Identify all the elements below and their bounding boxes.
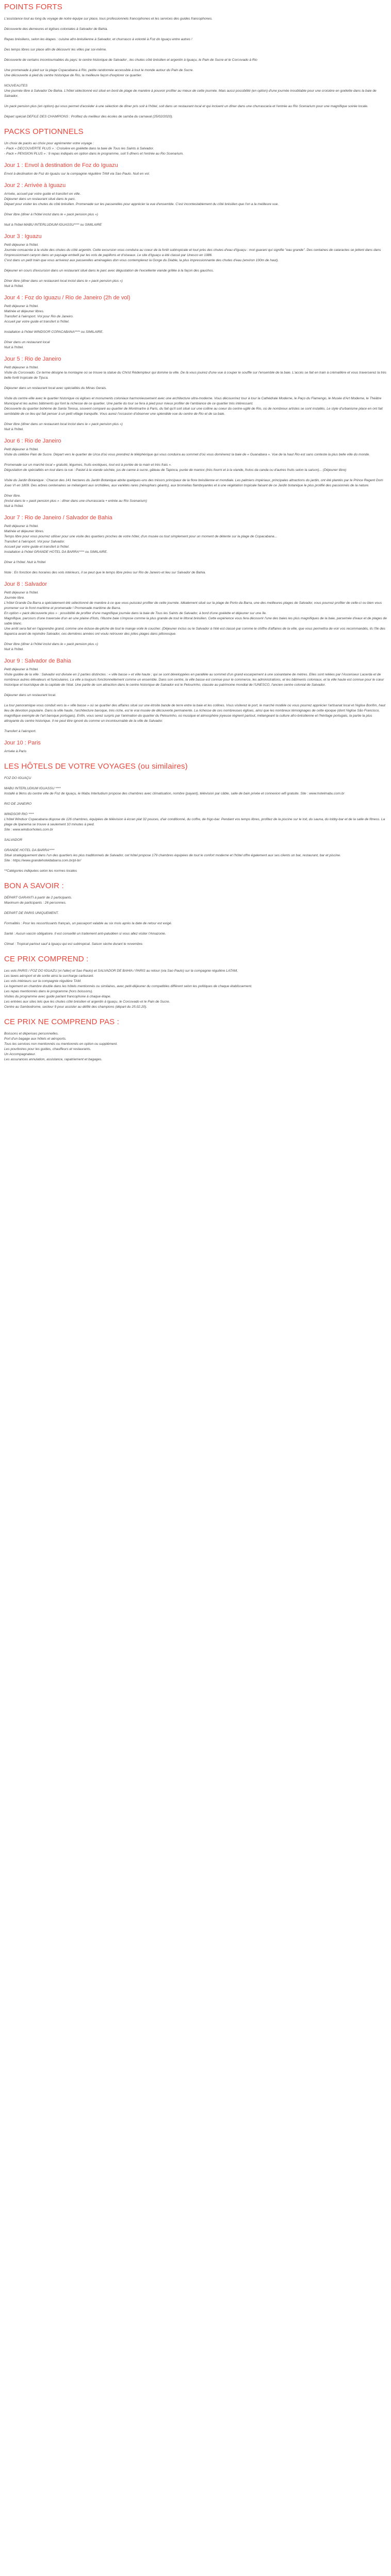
- day-5-text-line: Visite du Corcovado. Ce terme désigne la montagne où se trouve la statue du Christ Rédempteur qui domine la ville. De là vous jouirez d'une vue à couper le souffle sur l'ensemble de la baie. L'accès se fait en train à crémaillère et vous traverserez la très belle forêt tropicale de Tijuca.: [4, 371, 387, 380]
- day-title-2: Jour 2 : Arrivée à Iguazu: [4, 182, 66, 189]
- day-6-text-line: Petit déjeuner à l'hôtel.: [4, 448, 39, 451]
- day-6-text-line: (Inclut dans le « pack pension plus » : dîner dans une churrascaria + entrée au Rio Scenarium): [4, 499, 147, 503]
- day-7-paragraph: [4, 560, 387, 565]
- day-title-8: Jour 8 : Salvador: [4, 581, 47, 587]
- day-2-text-line: Dîner libre (dîner à l'hôtel inclut dans le « pack pension plus »): [4, 213, 98, 216]
- day-6-paragraph: [4, 463, 387, 473]
- day-6-text-line: Nuit à l'hôtel.: [4, 504, 24, 508]
- day-3-text-line: Nuit à l'hôtel.: [4, 284, 24, 288]
- day-4-paragraph: [4, 340, 387, 350]
- day-3-paragraph: [4, 268, 387, 274]
- hotels-paragraph: [4, 786, 387, 796]
- prix-comprend-pas-text-line: Un Accompagnateur.: [4, 1053, 36, 1056]
- points-forts-text-line: Découverte de certains incontournables du pays: le centre historique de Salvador , les chutes côté brésilien et argentin à Iguaçu, le Pain de Sucre et le Corcovado à Rio: [4, 58, 257, 62]
- hotels-paragraph: [4, 848, 387, 863]
- day-5-paragraph: [4, 422, 387, 432]
- day-9-text-line: Déjeuner dans un restaurant local.: [4, 693, 56, 697]
- day-6-text-line: Visite du Jardin Botanique : Chacun des 141 hectares du Jardin Botanique abrite quelques-uns des trésors principaux de la flore brésilienne et mondiale. Les palmiers impériaux, principales attractions du jardin, ont été plantés par le Prince Regent Dom Joao VI en 1809. Des arbres centenaires se mélangent aux orchidées, aux variétés rares (nénuphars géants), aux bromélias flamboyantes et à une végétation tropicale faisant de ce Jardin botanique le plus prolifié des passionnés de la nature.: [4, 479, 383, 487]
- day-8-text-line: Journée libre.: [4, 596, 25, 600]
- day-7-text-line: Note : En fonction des horaires des vols intérieurs, il se peut que le temps libre prévu sur Rio de Janeiro et lieu sur Salvador de Bahia.: [4, 571, 206, 574]
- day-4-text-line: Matinée et déjeuner libres.: [4, 310, 44, 313]
- day-3-text-line: C'est dans un petit train que vous arriverez aux passerelles aménagées don vous contemplerez la Gorge du Diable, la plus impressionnante des chutes d'eau (environ 100m de haut).: [4, 259, 279, 262]
- points-forts-text-line: NOUVEAUTES: [4, 84, 28, 88]
- day-6-paragraph: [4, 447, 387, 457]
- day-title-3: Jour 3 : Iguazu: [4, 233, 42, 240]
- day-8-paragraph: [4, 642, 387, 652]
- day-9-paragraph: [4, 693, 387, 698]
- day-5-paragraph: [4, 365, 387, 381]
- day-2-text-line: Arrivée, accueil par votre guide et transfert en ville.: [4, 192, 81, 196]
- day-2-text-line: Nuit à l'hôtel MABU INTERLUDIUM IGUASSU**** ou SIMILAIRE: [4, 223, 102, 227]
- day-9-text-line: Visite guidée de la ville : Salvador est divisée en 2 parties distinctes : « ville basse » et ville haute ; qui se sont développées en parallèle au sommet d'un grand escarpement à une soixantaine de mètres. Elles sont reliées par l'Ascenseur Lacerda et de nombreux autres élévateurs et funiculaires. La ville a toujours fonctionnellement comme un ensemble. Dans son centre, la ville basse est connue pour le commerce, les administrations, et les bâtiments coloniaux, et la ville haute est connue pour le cœur historique et touristique de la capitale de l'état. Une partie de son attraction dans le centre historique de Salvador est le Pelourinho, classée au patrimoine mondial de l'UNESCO, l'ancien centre colonial de Salvador.: [4, 673, 384, 687]
- day-title-5: Jour 5 : Rio de Janeiro: [4, 356, 61, 362]
- points-forts-paragraph: [4, 16, 387, 22]
- hotels-text-line: MABU INTERLUDIUM IGUASSU ****: [4, 787, 61, 790]
- hotels-paragraph: [4, 812, 387, 833]
- prix-comprend-pas-text-line: Tous les services non mentionnés ou mentionnés en option ou supplément.: [4, 1042, 118, 1046]
- points-forts-paragraph: [4, 37, 387, 42]
- hotels-text-line: Installé à 9kms du centre ville de Foz de Iguaçu, le Mabu Interludium propose des chambres avec climatisation, nombre (payant), télévision par câble, salle de bain privée et connexion wifi gratuite. Site : www.hotelmabu.com.br: [4, 792, 345, 795]
- day-title-4: Jour 4 : Foz do Iguazu / Rio de Janeiro (2h de vol): [4, 295, 131, 301]
- day-2-text-line: Départ pour visiter les chutes du côté brésilien. Promenade sur les passerelles pour apprécier la vue d'ensemble. C'est incontestablement du côté brésilien que l'on a la meilleure vue.: [4, 202, 279, 206]
- day-1-paragraph: [4, 172, 387, 177]
- day-4-text-line: Transfert à l'aéroport. Vol pour Rio de Janeiro.: [4, 315, 74, 318]
- day-2-paragraph: [4, 223, 387, 228]
- bon-a-savoir-paragraph: [4, 921, 387, 926]
- day-3-text-line: Déjeuner en cours d'excursion dans un restaurant situé dans le parc avec dégustation de l'excellente viande grillée à la façon des gauchos.: [4, 269, 214, 273]
- prix-comprend-text-line: Les vols intérieurs sur la compagnie régulière TAM.: [4, 979, 82, 983]
- day-2-text-line: Déjeuner dans un restaurant situé dans le parc.: [4, 197, 76, 201]
- day-5-text-line: Déjeuner dans un restaurant local avec spécialités du Minas Gerais.: [4, 386, 107, 390]
- day-9-paragraph: [4, 729, 387, 734]
- day-5-text-line: Petit déjeuner à l'hôtel.: [4, 366, 39, 369]
- prix-comprend-pas-text-line: Port d'un bagage aux hôtels et aéroports.: [4, 1037, 67, 1041]
- hotels-paragraph: [4, 869, 387, 874]
- day-9-text-line: Petit déjeuner à l'hôtel.: [4, 668, 39, 671]
- points-forts-text-line: Une promenade à pied sur la plage Copacabana à Rio, petite randonnée accessible à tout le monde autour du Pain de Sucre.: [4, 69, 194, 72]
- points-forts-paragraph: [4, 83, 387, 99]
- day-2-paragraph: [4, 192, 387, 207]
- day-3-paragraph: [4, 243, 387, 263]
- points-forts-paragraph: [4, 58, 387, 63]
- bon-a-savoir-paragraph: [4, 942, 387, 947]
- hotels-paragraph: [4, 838, 387, 843]
- section-title-bon-a-savoir: BON A SAVOIR :: [4, 882, 64, 890]
- day-7-text-line: Temps libre pour vous pourrez utiliser pour une visite des quartiers proches de votre hôtel, d'un musée ou tout simplement pour un moment de détente sur la plage de Copacabana...: [4, 535, 278, 538]
- day-4-text-line: Petit déjeuner à l'hôtel.: [4, 304, 39, 308]
- bon-a-savoir-paragraph: [4, 895, 387, 906]
- packs-text-line: - Pack « DECOUVERTE PLUS » : Croisière en goélette dans la baie de Tous les Saints à Salvador.: [4, 147, 154, 150]
- points-forts-text-line: Départ spécial DEFILE DES CHAMPIONS : Profitez du meilleur des écoles de samba du carnaval (25/02/2020).: [4, 115, 173, 118]
- day-4-text-line: Accueil par votre guide et transfert à l'hôtel.: [4, 320, 70, 324]
- day-7-paragraph: [4, 570, 387, 575]
- points-forts-paragraph: [4, 114, 387, 120]
- day-title-6: Jour 6 : Rio de Janeiro: [4, 438, 61, 444]
- points-forts-paragraph: [4, 47, 387, 53]
- day-10-paragraph: [4, 749, 387, 754]
- bon-a-savoir-text-line: Formalités : Pour les ressortissants français, un passeport valable au six mois après la date de retour est exigé.: [4, 922, 172, 925]
- day-9-text-line: La tour panoramique vous conduit vers la « ville basse » où se quartier des affaires situé sur une étroite bande de terre entre la baie et les collines. Vous visiterez le port, le marché modèle où vous pourrez apprécier l'artisanat local et l'église Bonfim, haut lieu de dévotion populaire. Dans la ville haute, l'architecture baroque, très riche, est le vrai musée de découverte permanente. La richesse de ces nombreuses églises, ainsi que les nombreux témoignages de cette époque (dont l'église São Francisco, magnifique exemple de l'art baroque portugais). Enfin, vous serez surpris par l'animation du quartier du Pelourinho, où musique et atmosphère joyeuse règnent partout, mélangeant la culture afro-brésilienne et l'héritage portugais, la partie la plus attrayante du centre historique. Il ne peut être ignoré du comme un incontournable de la ville de Salvador.: [4, 704, 385, 723]
- day-8-text-line: L'hôtel Grande Da Barra a spécialement été sélectionné de manière à ce que vous puissiez profiter de cette journée. Idéalement situé sur la plage de Porto da Barra, une des meilleures plages de Salvador, vous pourrez profiter de celle-ci ou bien vous promener sur le front maritime et promenade ! Promenade maritime de Barra.: [4, 601, 382, 610]
- section-title-prix-comprend: CE PRIX COMPREND :: [4, 955, 89, 963]
- packs-text-line: Un choix de packs au choix pour agrémenter votre voyage :: [4, 142, 94, 145]
- day-title-10: Jour 10 : Paris: [4, 740, 41, 746]
- day-3-paragraph: [4, 279, 387, 289]
- section-title-points-forts: POINTS FORTS: [4, 3, 62, 11]
- day-6-text-line: Dégustation de spécialités en tout dans la rue : Pastel à la viande séchée, jus de canne à sucre, gâteau de Tapioca, purée de manioc (très fourni et à la viande, frutos da canda ou d'autres fruits selon la saison)... (Déjeuner libre): [4, 468, 347, 472]
- prix-comprend-paragraph: [4, 969, 387, 1010]
- day-5-paragraph: [4, 396, 387, 417]
- day-8-text-line: Une arrêt sera fait en l'apprendre grand, comme une écluse-de-pêche de tout le mange voile le coucher. (Déjeuner inclus ou le Salvador à l'été est classé par comme le chiffre d'affaires de la ville, que vous permettra de voir vos recommandés, ils l'île des Itaparica avant de rejoindre Salvador, ces dernières années ont voulu retrouver des jolies plages dans pittoresque.: [4, 627, 385, 636]
- prix-comprend-text-line: Les taxes aéroport et de sortie ainsi la surcharge carburant.: [4, 974, 94, 978]
- points-forts-text-line: Une journée libre à Salvador De Bahia. L'hôtel sélectionné est situé en bord de plage de manière à pouvoir profiter au mieux de cette journée. Mais aussi possibilité (en option) d'une journée inoubliable pour une croisière en goélette dans la baie de Salvador.: [4, 89, 377, 98]
- bon-a-savoir-text-line: Climat : Tropical partout sauf à Iguaçu qui est subtropical. Saison sèche durant le novembre.: [4, 942, 143, 946]
- hotels-paragraph: [4, 776, 387, 781]
- day-4-text-line: Dîner dans un restaurant local: [4, 341, 50, 344]
- points-forts-text-line: Une découverte à pied du centre historique de Rio, la meilleure façon d'explorer ce quartier.: [4, 74, 142, 77]
- points-forts-paragraph: [4, 68, 387, 78]
- day-6-text-line: Promenade sur un marché local « gratuité, légumes, fruits exotiques, tout est à portée de la main et très frais ».: [4, 463, 172, 467]
- prix-comprend-text-line: Les repas mentionnés dans le programme (hors boissons).: [4, 990, 93, 993]
- day-8-text-line: Dîner libre (dîner à l'hôtel inclut dans le « pack pension plus »): [4, 642, 98, 646]
- day-6-text-line: Visite du célèbre Pain de Sucre. Départ vers le quartier de Urca d'où vous prendrez le téléphérique qui vous conduira au sommet d'où vous dominerez la baie de « Guanabara ». Vue de la haut Rio est sans conteste la plus belle ville du monde.: [4, 453, 370, 456]
- day-title-7: Jour 7 : Rio de Janeiro / Salvador de Bahia: [4, 515, 112, 521]
- bon-a-savoir-text-line: Maximum de participants : 26 personnes.: [4, 901, 67, 905]
- bon-a-savoir-paragraph: [4, 911, 387, 916]
- prix-comprend-text-line: Centre au Sambodrome, secteur 9 pour assister au défilé des champions (départ du 25.02.20).: [4, 1005, 148, 1009]
- day-7-text-line: Installation à l'hôtel GRANDE HOTEL DA BARRA**** ou SIMILAIRE.: [4, 550, 108, 554]
- section-title-hotels: LES HÔTELS DE VOTRE VOYAGES (ou similaires): [4, 762, 188, 771]
- hotels-text-line: FOZ DO IGUAÇU: [4, 776, 31, 780]
- hotels-text-line: Site : www.windsorhoteis.com.br: [4, 828, 53, 832]
- day-2-paragraph: [4, 212, 387, 217]
- day-9-paragraph: [4, 703, 387, 724]
- day-5-text-line: Visite du centre-ville avec le quartier historique où églises et monuments coloniaux harmonieusement avec une architecture ultra-moderne. Vous découvrirez tour à tour la Cathédrale Moderne, le Paço du Flamengo, le Musée d'Art Moderne, le Théâtre Municipal et les autres bâtiments qui font la richesse de ce quartier. Une partie du tour se fera à pied pour mieux profiter de l'ambiance de ce quartier très intéressant.: [4, 397, 382, 405]
- hotels-text-line: WINDSOR RIO ****: [4, 812, 34, 816]
- day-5-paragraph: [4, 386, 387, 391]
- prix-comprend-pas-text-line: Les assurances annulation, assistance, rapatriement et bagages.: [4, 1058, 103, 1061]
- day-5-text-line: Nuit à l'hôtel.: [4, 428, 24, 431]
- prix-comprend-text-line: Visites du programme avec guide parlant francophone à chaque étape.: [4, 995, 111, 998]
- points-forts-text-line: Découverte des demeures et églises coloniales à Salvador de Bahia.: [4, 27, 108, 31]
- day-7-text-line: Transfert à l'aéroport. Vol pour Salvador.: [4, 540, 65, 544]
- day-4-text-line: Nuit à l'hôtel.: [4, 346, 24, 349]
- day-4-paragraph: [4, 330, 387, 335]
- day-8-text-line: En option « pack découverte plus » : possibilité de profiter d'une magnifique journée dans la baie de Tous les Saints de Salvador, à bord d'une goélette et déjeuner sur une île.: [4, 612, 267, 615]
- day-9-paragraph: [4, 667, 387, 688]
- bon-a-savoir-text-line: DÉPART GARANTI à partir de 2 participants.: [4, 896, 72, 900]
- day-7-text-line: Matinée et déjeuner libres.: [4, 530, 44, 533]
- prix-comprend-pas-paragraph: [4, 1031, 387, 1062]
- bon-a-savoir-text-line: DEPART DE PARIS UNIQUEMENT.: [4, 911, 59, 915]
- day-3-text-line: Petit déjeuner à l'hôtel.: [4, 243, 39, 247]
- prix-comprend-text-line: Les entrées aux sites tels que les chutes côté brésilien et argentin à Iguaçu, le Corcovado et le Pain de Sucre.: [4, 1000, 170, 1004]
- day-9-text-line: Transfert à l'aéroport.: [4, 730, 37, 733]
- hotels-paragraph: [4, 802, 387, 807]
- bon-a-savoir-text-line: Santé : Aucun vaccin obligatoire. Il est conseillé un traitement anti-paludéen si vous allez visiter l'Amazonie.: [4, 932, 166, 936]
- itinerary-document: [0, 0, 391, 1083]
- day-10-text-line: Arrivée à Paris: [4, 750, 27, 753]
- prix-comprend-pas-text-line: Les pourboires pour les guides, chauffeurs et restaurants.: [4, 1047, 91, 1051]
- hotels-text-line: Site : https://www.grandehoteldabarra.com.br/pt-br/: [4, 859, 82, 862]
- day-6-text-line: Dîner libre.: [4, 494, 21, 498]
- section-title-prix-comprend-pas: CE PRIX NE COMPREND PAS :: [4, 1018, 120, 1026]
- prix-comprend-pas-text-line: Boissons et dépenses personnelles.: [4, 1032, 59, 1036]
- day-5-text-line: Dîner libre (dîner dans un restaurant local inclut dans le « pack pension plus »): [4, 422, 123, 426]
- day-8-text-line: Petit déjeuner à l'hôtel.: [4, 591, 39, 595]
- prix-comprend-text-line: Le logement en chambre double dans les hôtels mentionnés ou similaires, avec petit-déjeuner du compatibles différent selon les politiques de chaque établissement.: [4, 985, 252, 988]
- points-forts-text-line: Des temps libres sur place afin de découvrir les villes par soi-même.: [4, 48, 107, 52]
- day-1-text-line: Envol à destination de Foz do Iguazu sur la compagnie régulière TAM via Sao Paulo. Nuit en vol.: [4, 172, 150, 176]
- day-3-text-line: Journée consacrée à la visite des chutes du côté argentin. Cette excursion vous conduira au coeur de la forêt subtropicale et tout près des chutes d'eau d'Iguaçu : mot guarani qui signifie "eau grande". Des centaines de cataractes se jettent dans dans l'impressionnant canyon dans un paysage embelli par les vols de papillons et d'oiseaux. Le site d'Iguaçu a été classé par Unesco en 1986.: [4, 248, 381, 257]
- day-7-paragraph: [4, 524, 387, 555]
- day-6-paragraph: [4, 494, 387, 509]
- section-title-packs: PACKS OPTIONNELS: [4, 127, 84, 136]
- points-forts-paragraph: [4, 104, 387, 109]
- prix-comprend-text-line: Les vols PARIS / FOZ DO IGUAZU (vi l'aller) et Sao Paulo) et SALVADOR DE BAHIA / PARIS au retour (via Sao Paulo) sur la compagnie régulière LATAM,: [4, 969, 238, 973]
- day-7-text-line: Accueil par votre guide et transfert à l'hôtel.: [4, 545, 70, 549]
- day-title-9: Jour 9 : Salvador de Bahia: [4, 658, 71, 664]
- day-6-paragraph: [4, 478, 387, 488]
- day-title-1: Jour 1 : Envol à destination de Foz do Iguazu: [4, 162, 118, 168]
- hotels-text-line: SALVADOR: [4, 838, 23, 842]
- day-4-paragraph: [4, 304, 387, 325]
- bon-a-savoir-paragraph: [4, 931, 387, 937]
- points-forts-text-line: Repas brésiliens, selon les étapes : cuisine afro-brésilienne à Salvador, et churrasco à volonté à Foz do Iguaçu entre autres !: [4, 38, 192, 41]
- packs-text-line: - Pack « PENSION PLUS » : 9 repas indiqués en option dans le programme, soit 5 dîners et l'entrée au Rio Scenarium.: [4, 152, 184, 156]
- day-5-text-line: Découverte du quartier bohème de Santa Teresa, souvent comparé au quartier de Montmartre à Paris, du fait qu'il soit situé sur une colline au coeur du centre-ugllé de Rio, où de nombreux artistes se sont installés. Le style d'urbanisme place en ont fait semblable de ce lieu qui fait penser à un petit village tranquille. Vous aurez l'occasion d'observer une splendide vue du centre de Rio et de sa baie.: [4, 407, 383, 416]
- day-8-paragraph: [4, 590, 387, 637]
- hotels-text-line: Situé stratégiquement dans l'un des quartiers les plus traditionnels de Salvador, cet hôtel propose 179 chambres équipées de tout le confort moderne et l'hôtel offre également aux ses clients un bar, restaurant, bar et piscine.: [4, 854, 341, 857]
- hotels-text-line: L'hôtel Windsor Copacabana dispose de 126 chambres, équipées de télévision à écran plat 32 pouces, d'air conditionné, du coffre, de frigo-bar. Pendant vos temps libres, profitez de la piscine sur le toit, du sauna, du lobby-bar et de la salle de fitness. La plage de Ipanema se trouve à seulement 10 minutes à pied.: [4, 818, 385, 826]
- day-7-text-line: Petit déjeuner à l'hôtel.: [4, 524, 39, 528]
- day-8-text-line: Magnifique, parcours d'une traversée d'un an une plaine d'îlots, l'illustre baie s'impose comme la plus grande de tout le littoral brésilien. Cette expérience vous fera découvrir l'une des baies les plus magnifiques de la baie, parsemée d'eaux et de plages de sable blanc.: [4, 617, 387, 625]
- hotels-text-line: GRANDE HOTEL DA BARRA****: [4, 849, 55, 852]
- day-4-text-line: Installation à l'hôtel WINDSOR COPACABANA**** ou SIMILAIRE.: [4, 330, 104, 334]
- packs-paragraph: [4, 141, 387, 157]
- day-3-text-line: Dîner libre (dîner dans un restaurant local inclut dans le « pack pension plus »): [4, 279, 123, 283]
- day-7-text-line: Dîner à l'hôtel. Nuit à l'hôtel: [4, 561, 46, 564]
- day-8-text-line: Nuit à l'hôtel.: [4, 648, 24, 651]
- hotels-text-line: **Catégories indiquées selon les normes locales: [4, 869, 77, 873]
- points-forts-text-line: L'assistance tout au long du voyage de notre équipe sur place, tous professionnels francophones et les services des guides francophones.: [4, 17, 213, 21]
- points-forts-text-line: Un pack pension plus (en option) qui vous permet d'accéder à une sélection de dîner pris soit à l'hôtel, soit dans un restaurant local et qui incluent un dîner dans une churrascaria et l'entrée au Rio Scenarium pour une magnifique soirée locale.: [4, 105, 368, 108]
- points-forts-paragraph: [4, 27, 387, 32]
- hotels-text-line: RIO DE JANEIRO: [4, 802, 32, 806]
